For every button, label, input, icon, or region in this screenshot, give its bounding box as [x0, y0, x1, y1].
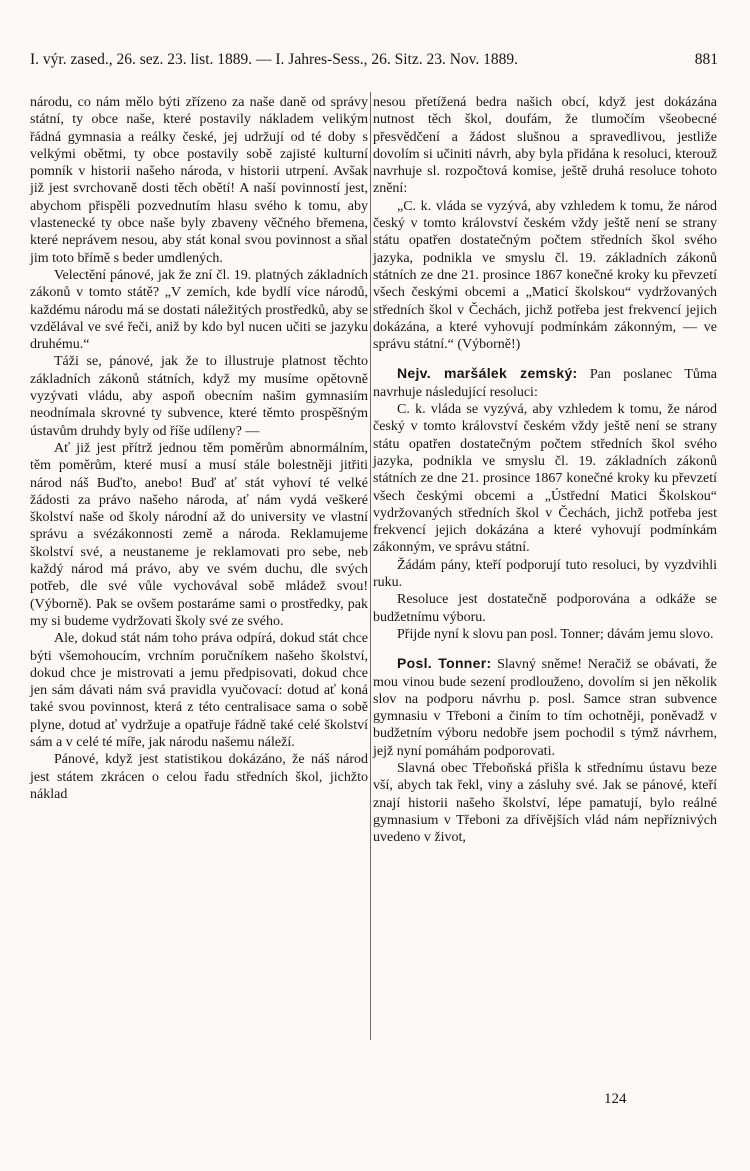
- paragraph: národu, co nám mělo býti zřízeno za naše daně od správy státní, ty obce naše, které postavily nákladem velikým řádná gymnasia a reálky české, jej udržují od té doby s velkými obětmi, ty obce postavily sobě zajisté kulturní pomník v historii našeho národa, v historii utrpení. Avšak již jest svrchovaně dosti těch obětí! A naší povinností jest, abychom přispěli pozvednutím hlasu svého k tomu, aby vlastenecké ty obce naše byly zbaveny věčného břemena, které neprávem nesou, aby stát konal svou povinnost a sňal jim toto břímě s beder umdlených.: [30, 95, 368, 266]
- resolution-quote: „C. k. vláda se vyzývá, aby vzhledem k tomu, že národ český v tomto království českém vždy ještě není se strany státu opatřen dostatečným počtem středních škol svého jazyka, podnikla ve smyslu čl. 19. základních zákonů státních ze dne 21. prosince 1867 konečné kroky ku převzetí všech českými obcemi a „Maticí školskou“ vydržovaných středních škol v Čechách, jichž potřeba jest frekvencí jejich dokázána, a které vyhovují podmínkám zákonným, — ve správu státní.“ (Výborně!): [373, 198, 717, 353]
- paragraph: Ale, dokud stát nám toho práva odpírá, dokud stát chce býti všemohoucím, vrchním poručníkem našeho školství, dokud chce je mistrovati a jemu předpisovati, dokud chce jen sám dávati nám svá pravidla vyučovací: dotud ať koná také svou povinnost, která z této centralisace sama o sobě plyne, dotud ať vydržuje a opatřuje řádně také celé školství sám a v celé té míře, jak národu našemu náleží.: [30, 631, 368, 750]
- paragraph: Žádám pány, kteří podporují tuto resoluci, by vyzdvihli ruku.: [373, 557, 717, 591]
- speaker-name: Nejv. maršálek zemský:: [397, 365, 578, 382]
- paragraph: Velectění pánové, jak že zní čl. 19. platných základních zákonů v tomto státě? „V zemích, kde bydlí více národů, každému národu má se dostati náležitých prostředků, aby se vzdělával ve své řeči, aniž by kdo byl nucen učiti se jazyku druhému.“: [30, 267, 368, 353]
- paragraph: Pánové, když jest statistikou dokázáno, že náš národ jest státem zkrácen o celou řadu středních škol, jichžto náklad: [30, 752, 368, 802]
- speaker-text: Slavný sněme! Neračiž se obávati, že mou vinou bude sezení prodlouženo, dovolím si jen několik slov na podporu návrhu p. posl. Samce stran subvence gymnasiu v Třeboni a činím to tím ochotněji, poněvadž v budžetním výboru nedobře jsem pochodil s týmž návrhem, jejž nyní pomáhám podporovati.: [373, 657, 718, 759]
- speaker-paragraph: [373, 655, 717, 760]
- header-title: I. výr. zased., 26. sez. 23. list. 1889. — I. Jahres-Sess., 26. Sitz. 23. Nov. 1889.: [30, 51, 519, 68]
- right-column: [373, 94, 717, 846]
- folio-number: 124: [604, 1091, 627, 1107]
- left-column: [30, 94, 368, 803]
- paragraph: C. k. vláda se vyzývá, aby vzhledem k tomu, že národ český v tomto království českém vždy ještě není se strany státu opatřen dostatečným počtem středních škol svého jazyka, podnikla ve smyslu čl. 19. základních zákonů státních ze dne 21. prosince 1867 konečné kroky ku převzetí všech českými obcemi a „Ústřední Matici Školskou“ vydržovaných středních škol v Čechách, jichž potřeba jest frekvencí jejich dokázána a které vyhovují podmínkám zákonným, ve správu státní.: [373, 402, 717, 556]
- header-page-number: 881: [694, 51, 718, 68]
- column-divider: [370, 92, 371, 1040]
- paragraph: Resoluce jest dostatečně podporována a odkáže se budžetnímu výboru.: [373, 592, 717, 625]
- paragraph: nesou přetížená bedra našich obcí, když jest dokázána nutnost těch škol, doufám, že tlumočím všeobecné přesvědčení a žádost slušnou a spravedlivou, jestliže dovolím si učiniti návrh, aby byla přidána k resoluci, kterouž navrhuje sl. rozpočtová komise, ještě druhá resoluce tohoto znění:: [373, 95, 717, 197]
- paragraph: Slavná obec Třeboňská přišla k střednímu ústavu beze vší, abych tak řekl, viny a zásluhy své. Jak se pánové, kteří znají historii našeho školství, lépe pamatují, bylo reálné gymnasium v Třeboni za dřívějších vlád nám nepříznivých uvedeno v život,: [373, 760, 717, 846]
- speaker-name: Posl. Tonner:: [397, 655, 492, 672]
- paragraph: Táži se, pánové, jak že to illustruje platnost těchto základních zákonů státních, když my musíme opětovně vyzývati vládu, aby aspoň obecním našim gymnasiím neodnímala skrovné ty subvence, které těmto prospěšným ústavům druhdy byly od říše udíleny? —: [30, 354, 368, 439]
- speaker-paragraph: [373, 365, 717, 401]
- speaker-text: Pan poslanec Tůma navrhuje následující resoluci:: [373, 367, 718, 400]
- paragraph: Ať již jest přítrž jednou těm poměrům abnormálním, těm poměrům, které musí a musí stále bolestněji jitřiti národ náš Buďto, anebo! Buď ať stát vyhoví té velké žádosti za právo našeho národa, ať nám vydá veškeré školství naše od školy národní až do university ve vlastní správu a svézákonnosti země a národa. Reklamujeme školství své, a neustaneme je reklamovati pro sebe, neb každý národ má právo, aby ve svém duchu, dle svých potřeb, dle své vůle vychovával sobě mládež svou! (Výborně). Pak se ovšem postaráme sami o prostředky, pak my si budeme vydržovati školy své ze svého.: [30, 440, 368, 629]
- paragraph: Přijde nyní k slovu pan posl. Tonner; dávám jemu slovo.: [397, 626, 714, 642]
